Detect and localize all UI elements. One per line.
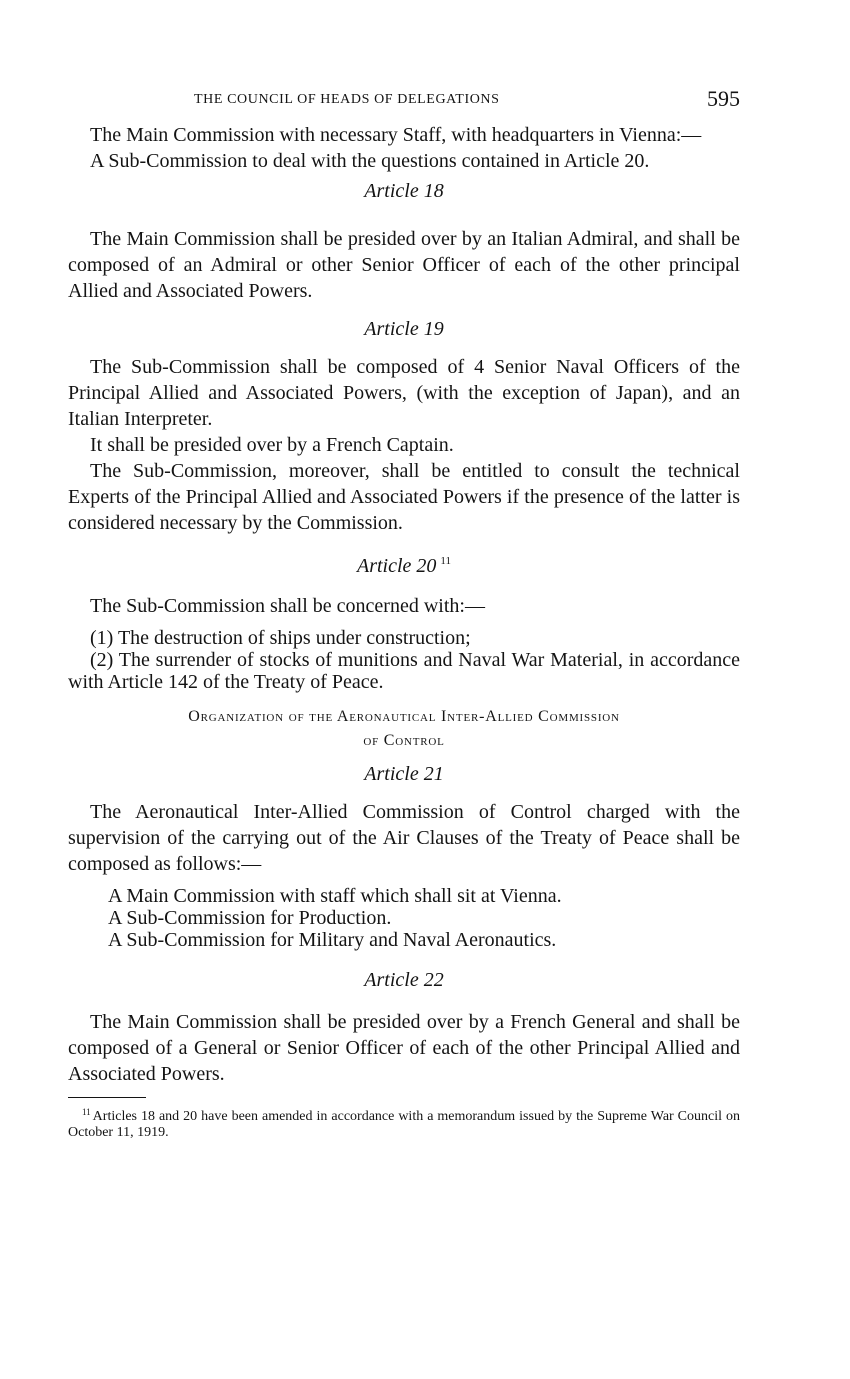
footnote-reference: 11: [440, 555, 452, 567]
article-20-intro: The Sub-Commission shall be concerned with:—: [90, 595, 485, 617]
page-number: 595: [707, 86, 740, 111]
list-item: (1) The destruction of ships under construction;: [90, 627, 471, 649]
article-21-intro: The Aeronautical Inter-Allied Commission of Control charged with the supervision of the carrying out of the Air Clauses of the Treaty of Peace shall be composed as follows:—: [68, 801, 740, 875]
list-item: A Sub-Commission for Military and Naval Aeronautics.: [108, 929, 557, 951]
article-18-text: The Main Commission shall be presided over by an Italian Admiral, and shall be composed of an Admiral or other Senior Officer of each of the other principal Allied and Associated Powers.: [68, 228, 740, 302]
intro-paragraph-main-commission: The Main Commission with necessary Staff, with headquarters in Vienna:—: [90, 124, 702, 146]
article-21-list: [68, 885, 740, 951]
running-header-title: THE COUNCIL OF HEADS OF DELEGATIONS: [194, 92, 500, 107]
intro-paragraph-sub-commission: A Sub-Commission to deal with the questions contained in Article 20.: [90, 150, 650, 172]
footnote-text: Articles 18 and 20 have been amended in accordance with a memorandum issued by the Supreme War Council on October 11, 1919.: [68, 1109, 740, 1140]
article-21-heading: Article 21: [364, 763, 444, 785]
running-header: [68, 86, 740, 114]
article-20-heading: Article 20: [356, 555, 437, 577]
list-item: A Main Commission with staff which shall sit at Vienna.: [108, 885, 562, 907]
article-20-heading-line: [68, 548, 740, 579]
article-18-heading: Article 18: [364, 180, 444, 202]
article-19-heading: Article 19: [364, 318, 444, 340]
footnote-marker: 11: [82, 1107, 91, 1117]
footnote: [68, 1104, 740, 1141]
article-20-list: [68, 627, 740, 693]
article-22-heading: Article 22: [364, 969, 444, 991]
section-title-line-1: Organization of the Aeronautical Inter-Allied Commission: [188, 708, 620, 725]
document-page: [68, 86, 740, 1141]
article-19-paragraph-1: The Sub-Commission shall be composed of 4 Senior Naval Officers of the Principal Allied and Associated Powers, (with the exception of Japan), and an Italian Interpreter.: [68, 356, 740, 430]
section-title-line-2: of Control: [363, 732, 445, 749]
list-item: A Sub-Commission for Production.: [108, 907, 392, 929]
article-19-paragraph-3: The Sub-Commission, moreover, shall be entitled to consult the technical Experts of the Principal Allied and Associated Powers if the presence of the latter is considered necessary by the Commission.: [68, 460, 740, 534]
list-item: (2) The surrender of stocks of munitions and Naval War Material, in accordance with Article 142 of the Treaty of Peace.: [68, 649, 740, 693]
article-19-paragraph-2: It shall be presided over by a French Captain.: [90, 434, 454, 456]
article-22-text: The Main Commission shall be presided over by a French General and shall be composed of a General or Senior Officer of each of the other Principal Allied and Associated Powers.: [68, 1011, 740, 1085]
